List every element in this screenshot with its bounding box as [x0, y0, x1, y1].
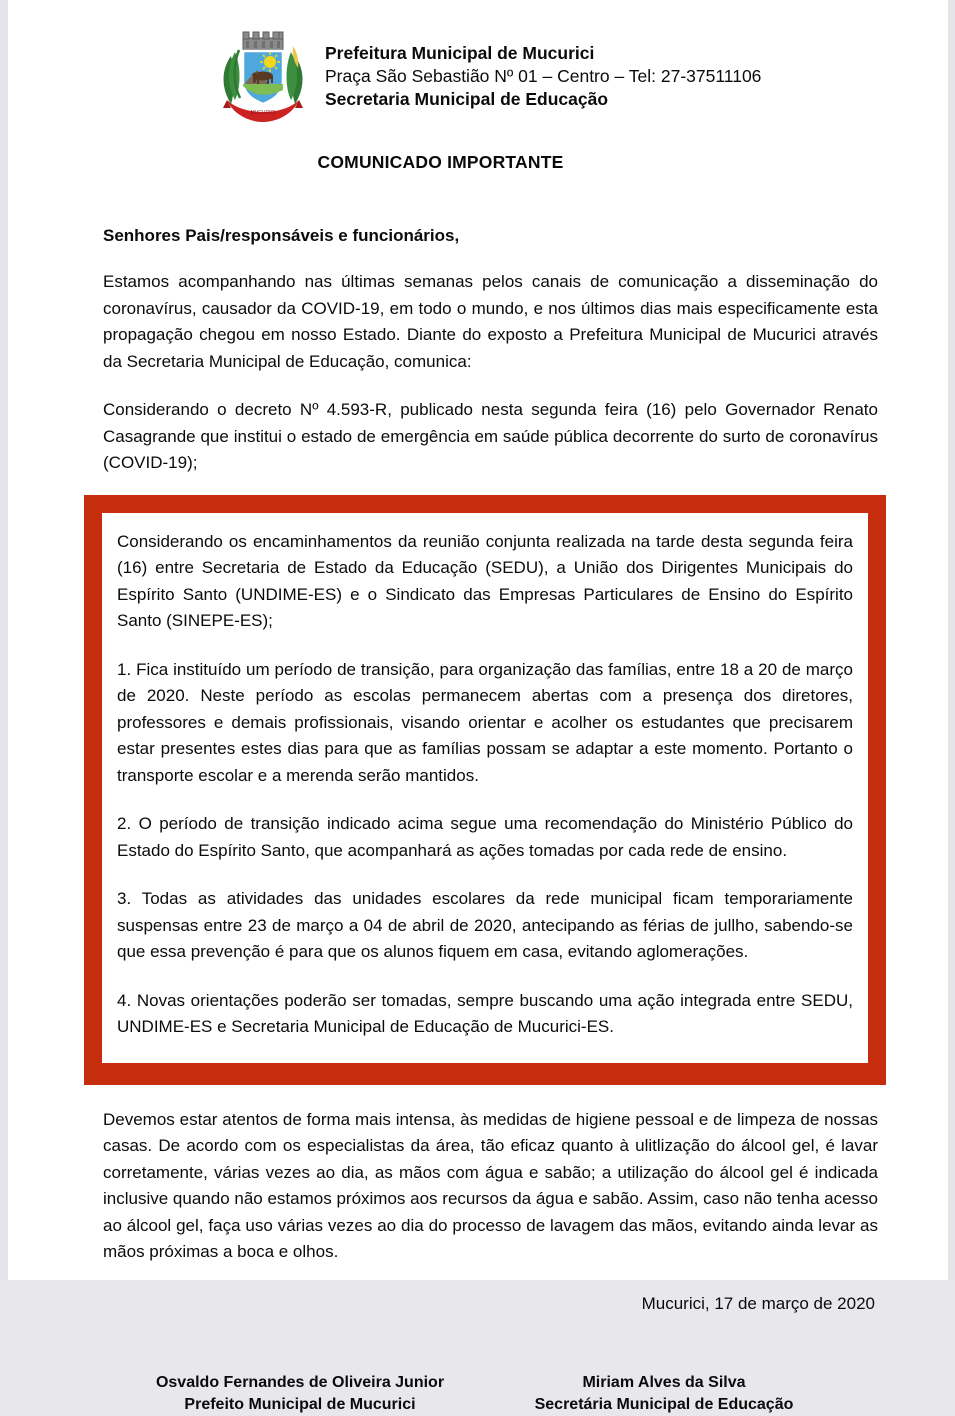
highlighted-section-content: [102, 513, 868, 1063]
document-body: [8, 225, 948, 1416]
highlight-item-1: 1. Fica instituído um período de transição, para organização das famílias, entre 18 a 20 de março de 2020. Neste período as escolas permanecem abertas com a presença dos diretores, professores e demais profissionais, visando orientar e acolher os estudantes que precisarem estar presentes estes dias para que as famílias possam se adaptar a este momento. Portanto o transporte escolar e a merenda serão mantidos.: [117, 659, 853, 785]
signature-mayor-role: Prefeito Municipal de Mucurici: [184, 1395, 416, 1413]
signature-secretary-name: Miriam Alves da Silva: [582, 1373, 746, 1391]
highlight-item-3: 3. Todas as atividades das unidades escolares da rede municipal ficam temporariamente suspensas entre 23 de março a 04 de abril de 2020, antecipando as férias de jullho, sabendo-se que essa prevenção é para que os alunos fiquem em casa, evitando aglomerações.: [117, 889, 853, 961]
signature-secretary-role: Secretária Municipal de Educação: [534, 1395, 794, 1413]
intro-paragraph-1: Estamos acompanhando nas últimas semanas pelos canais de comunicação a disseminação do coronavírus, causador da COVID-19, em todo o mundo, e nos últimos dias mais especificamente esta propagação chegou em nosso Estado. Diante do exposto a Prefeitura Municipal de Mucurici através da Secretaria Municipal de Educação, comunica:: [103, 272, 878, 371]
signature-block: [103, 1372, 878, 1416]
letterhead: [8, 0, 948, 130]
letterhead-line-city: Prefeitura Municipal de Mucurici: [325, 43, 595, 63]
letterhead-line-address: Praça São Sebastião Nº 01 – Centro – Tel: 27-37511106: [325, 66, 762, 86]
salutation: Senhores Pais/responsáveis e funcionários,: [103, 226, 460, 245]
page-title: COMUNICADO IMPORTANTE: [317, 152, 564, 172]
intro-paragraph-2: Considerando o decreto Nº 4.593-R, publicado nesta segunda feira (16) pelo Governador Renato Casagrande que institui o estado de emergência em saúde pública decorrente do surto de coronavírus (COVID-19);: [103, 400, 878, 472]
coat-of-arms-icon: [215, 26, 311, 130]
signature-mayor-name: Osvaldo Fernandes de Oliveira Junior: [155, 1373, 445, 1391]
letterhead-text: [325, 24, 761, 111]
svg-text:MUCURICI: MUCURICI: [250, 110, 276, 116]
signature-mayor: [125, 1372, 475, 1416]
highlight-paragraph-considerando: Considerando os encaminhamentos da reunião conjunta realizada na tarde desta segunda feira (16) entre Secretaria de Estado da Educação (SEDU), a União dos Dirigentes Municipais do Espírito Santo (UNDIME-ES) e o Sindicato das Empresas Particulares de Ensino do Espírito Santo (SINEPE-ES);: [117, 531, 853, 630]
highlight-item-4: 4. Novas orientações poderão ser tomadas, sempre buscando uma ação integrada entre SEDU, UNDIME-ES e Secretaria Municipal de Educação de Mucurici-ES.: [117, 990, 853, 1036]
highlight-item-2: 2. O período de transição indicado acima segue uma recomendação do Ministério Público do Estado do Espírito Santo, que acompanhará as ações tomadas por cada rede de ensino.: [117, 814, 853, 860]
document-page: [8, 0, 948, 1413]
signature-secretary: [499, 1372, 829, 1416]
closing-paragraph: Devemos estar atentos de forma mais intensa, às medidas de higiene pessoal e de limpeza de nossas casas. De acordo com os especialistas da área, tão eficaz quanto à ulitlização do álcool gel, é lavar corretamente, várias vezes ao dia, as mãos com água e sabão; a utilização do álcool gel é indicada inclusive quando não estamos próximos aos recursos da água e sabão. Assim, caso não tenha acesso ao álcool gel, faça uso várias vezes ao dia do processo de lavagem das mãos, evitando ainda levar as mãos próximas a boca e olhos.: [103, 1109, 878, 1261]
date-line: Mucurici, 17 de março de 2020: [641, 1293, 875, 1313]
highlighted-section: [84, 495, 886, 1085]
letterhead-line-department: Secretaria Municipal de Educação: [325, 89, 609, 109]
